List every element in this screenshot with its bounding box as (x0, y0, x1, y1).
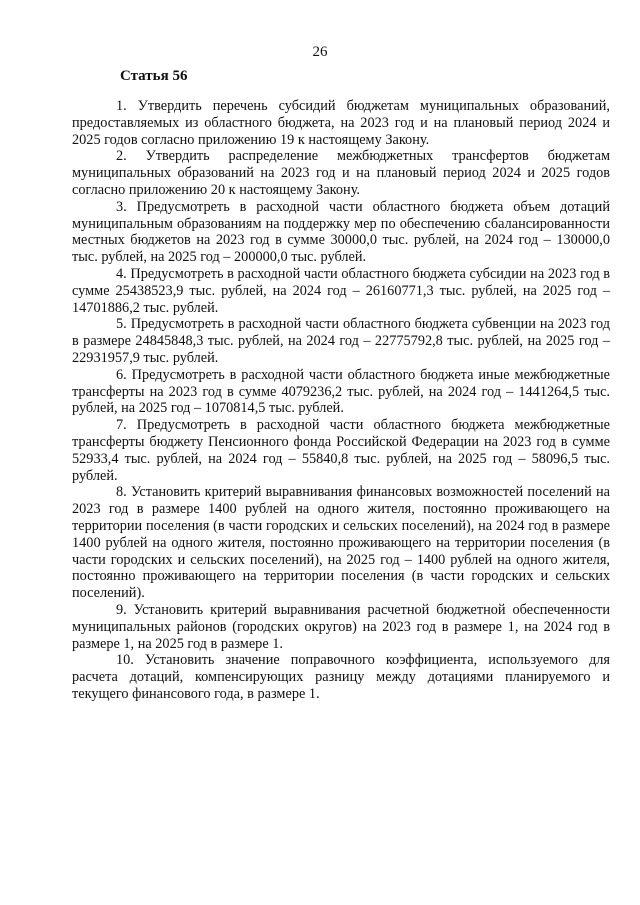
paragraph-8: 8. Установить критерий выравнивания финансовых возможностей поселений на 2023 год в размере 1400 рублей на одного жителя, постоянно проживающего на территории поселения (в части городских и сельских поселений), на 2024 год в размере 1400 рублей на одного жителя, постоянно проживающего на территории поселения (в части городских и сельских поселений), на 2025 год – 1400 рублей на одного жителя, постоянно проживающего на территории поселения (в части городских и сельских поселений). (72, 484, 610, 602)
article-body (72, 98, 610, 703)
paragraph-10: 10. Установить значение поправочного коэффициента, используемого для расчета дотаций, компенсирующих разницу между дотациями планируемого и текущего финансового года, в размере 1. (72, 652, 610, 702)
paragraph-4: 4. Предусмотреть в расходной части областного бюджета субсидии на 2023 год в сумме 25438523,9 тыс. рублей, на 2024 год – 26160771,3 тыс. рублей, на 2025 год – 14701886,2 тыс. рублей. (72, 265, 610, 316)
paragraph-5: 5. Предусмотреть в расходной части областного бюджета субвенции на 2023 год в размере 24845848,3 тыс. рублей, на 2024 год – 22775792,8 тыс. рублей, на 2025 год – 22931957,9 тыс. рублей. (72, 316, 610, 366)
paragraph-6: 6. Предусмотреть в расходной части областного бюджета иные межбюджетные трансферты на 2023 год в сумме 4079236,2 тыс. рублей, на 2024 год – 1441264,5 тыс. рублей, на 2025 год – 1070814,5 тыс. рублей. (72, 366, 610, 417)
paragraph-7: 7. Предусмотреть в расходной части областного бюджета межбюджетные трансферты бюджету Пенсионного фонда Российской Федерации на 2023 год в сумме 52933,4 тыс. рублей, на 2024 год – 55840,8 тыс. рублей, на 2025 год – 58096,5 тыс. рублей. (72, 417, 610, 484)
paragraph-3: 3. Предусмотреть в расходной части областного бюджета объем дотаций муниципальным образованиям на поддержку мер по обеспечению сбалансированности местных бюджетов на 2023 год в сумме 30000,0 тыс. рублей, на 2024 год – 130000,0 тыс. рублей, на 2025 год – 200000,0 тыс. рублей. (72, 198, 610, 266)
page-number: 26 (312, 44, 328, 60)
paragraph-2: 2. Утвердить распределение межбюджетных трансфертов бюджетам муниципальных образований на 2023 год и на плановый период 2024 и 2025 годов согласно приложению 20 к настоящему Закону. (72, 148, 610, 198)
paragraph-9: 9. Установить критерий выравнивания расчетной бюджетной обеспеченности муниципальных районов (городских округов) на 2023 год в размере 1, на 2024 год в размере 1, на 2025 год в размере 1. (72, 601, 610, 652)
article-title: Статья 56 (120, 68, 188, 84)
paragraph-1: 1. Утвердить перечень субсидий бюджетам муниципальных образований, предоставляемых из областного бюджета, на 2023 год и на плановый период 2024 и 2025 годов согласно приложению 19 к настоящему Закону. (72, 98, 610, 148)
